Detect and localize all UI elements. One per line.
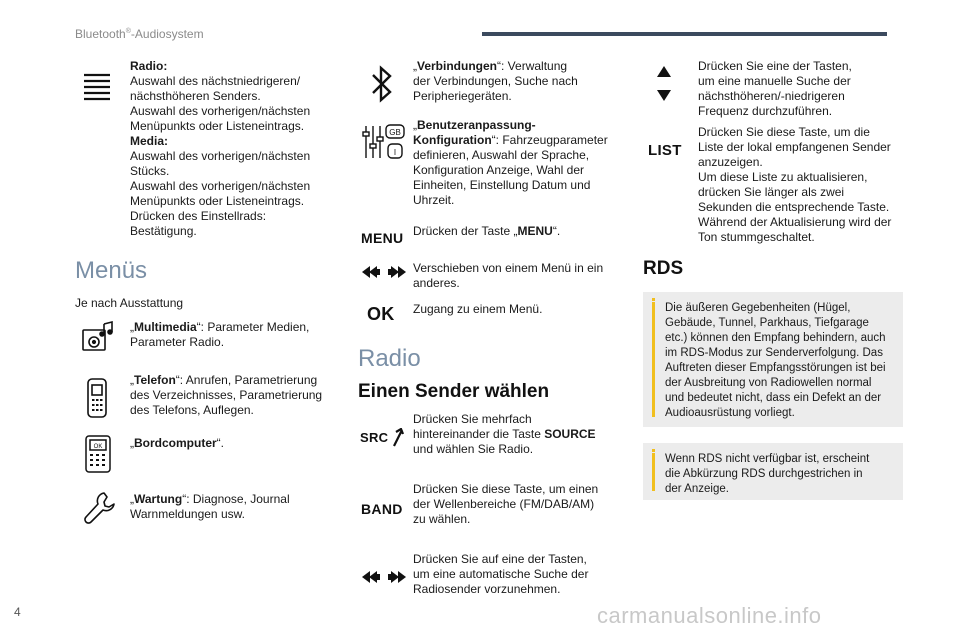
multimedia-icon	[80, 320, 116, 356]
rds-info-text: Die äußeren Gegebenheiten (Hügel, Gebäude, Tunnel, Parkhaus, Tiefgarage etc.) können den Empfang behindern, auch im RDS-Modus zur Senderverfolgung. Das Auftreten dieser Empfangsstörungen ist bei der Ausbreitung von Radiowellen normal und bedeutet nicht, dass ein Defekt an der Audioausrüstung vorliegt.	[665, 302, 886, 419]
verbindungen-description: „Verbindungen“: Verwaltung der Verbindungen, Suche nach Peripheriegeräten.	[413, 59, 578, 103]
double-arrows-icon	[362, 265, 406, 279]
src-key-label: SRC	[360, 430, 389, 445]
rds-info-note	[643, 292, 903, 427]
list-lines-icon	[80, 68, 114, 104]
ok-description: Zugang zu einem Menü.	[413, 302, 543, 316]
info-accent-bar	[652, 302, 655, 417]
auto-search-description: Drücken Sie auf eine der Tasten, um eine automatische Suche der Radiosender vorzunehmen.	[413, 552, 589, 596]
bluetooth-icon	[368, 62, 396, 106]
telefon-description: „Telefon“: Anrufen, Parametrierung des Verzeichnisses, Parametrierung des Telefons, Auflegen.	[130, 373, 323, 417]
station-select-heading: Einen Sender wählen	[358, 381, 550, 402]
config-icon-i: I	[393, 148, 397, 157]
running-header: Bluetooth®-Audiosystem	[75, 27, 204, 41]
phone-icon	[84, 376, 110, 420]
konfiguration-description: „Benutzeranpassung- Konfiguration“: Fahrzeugparameter definieren, Auswahl der Sprache, Konfiguration Anzeige, Wahl der Einheiten, Einstellung Datum und Uhrzeit.	[413, 118, 608, 207]
header-rule	[482, 32, 887, 36]
source-description: Drücken Sie mehrfach hintereinander die Taste SOURCE und wählen Sie Radio.	[413, 412, 596, 456]
rds-unavailable-text: Wenn RDS nicht verfügbar ist, erscheint die Abkürzung RDS durchgestrichen in der Anzeige.	[665, 453, 870, 495]
radio-media-description: Radio: Auswahl des nächstniedrigeren/ nächsthöheren Senders. Auswahl des vorherigen/nächsten Menüpunkts oder Listeneintrags. Media: Auswahl des vorherigen/nächsten Stücks. Auswahl des vorherigen/nächsten Menüpunkts oder Listeneintrags. Drücken des Einstellrads: Bestätigung.	[130, 59, 311, 238]
menu-key-label: MENU	[361, 230, 404, 246]
availability-note: Je nach Ausstattung	[75, 296, 184, 310]
bordcomputer-description: „Bordcomputer“.	[130, 436, 225, 450]
wartung-description: „Wartung“: Diagnose, Journal Warnmeldungen usw.	[130, 492, 290, 521]
list-key-label: LIST	[648, 142, 682, 159]
seek-arrows-icon	[362, 570, 406, 584]
radio-heading: Radio	[358, 345, 421, 372]
multimedia-description: „Multimedia“: Parameter Medien, Parameter Radio.	[130, 320, 310, 349]
trip-computer-icon-label: OK	[93, 444, 103, 450]
menu-description: Drücken der Taste „MENU“.	[413, 224, 561, 238]
rds-heading: RDS	[643, 258, 684, 279]
src-phone-icon	[360, 428, 408, 448]
rds-unavailable-note	[643, 443, 903, 500]
watermark: carmanualsonline.info	[597, 603, 822, 628]
config-icon-gb: GB	[389, 128, 401, 137]
ok-key-label: OK	[367, 304, 395, 324]
up-down-triangles-icon	[655, 64, 673, 104]
trip-computer-icon	[83, 434, 113, 474]
page-number: 4	[14, 605, 21, 619]
menus-heading: Menüs	[75, 257, 148, 284]
config-sliders-icon	[361, 122, 407, 162]
info-accent-bar	[652, 453, 655, 491]
band-key-label: BAND	[361, 501, 403, 517]
list-description: Drücken Sie diese Taste, um die Liste der lokal empfangenen Sender anzuzeigen. Um diese Liste zu aktualisieren, drücken Sie länger als zwei Sekunden die entsprechende Taste. Während der Aktualisierung wird der Ton stummgeschaltet.	[698, 125, 892, 244]
manual-search-description: Drücken Sie eine der Tasten, um eine manuelle Suche der nächsthöheren/-niedrigeren Frequenz durchzuführen.	[698, 59, 852, 118]
band-description: Drücken Sie diese Taste, um einen der Wellenbereiche (FM/DAB/AM) zu wählen.	[413, 482, 599, 526]
arrows-description: Verschieben von einem Menü in ein anderes.	[413, 261, 604, 290]
wrench-icon	[82, 490, 116, 526]
